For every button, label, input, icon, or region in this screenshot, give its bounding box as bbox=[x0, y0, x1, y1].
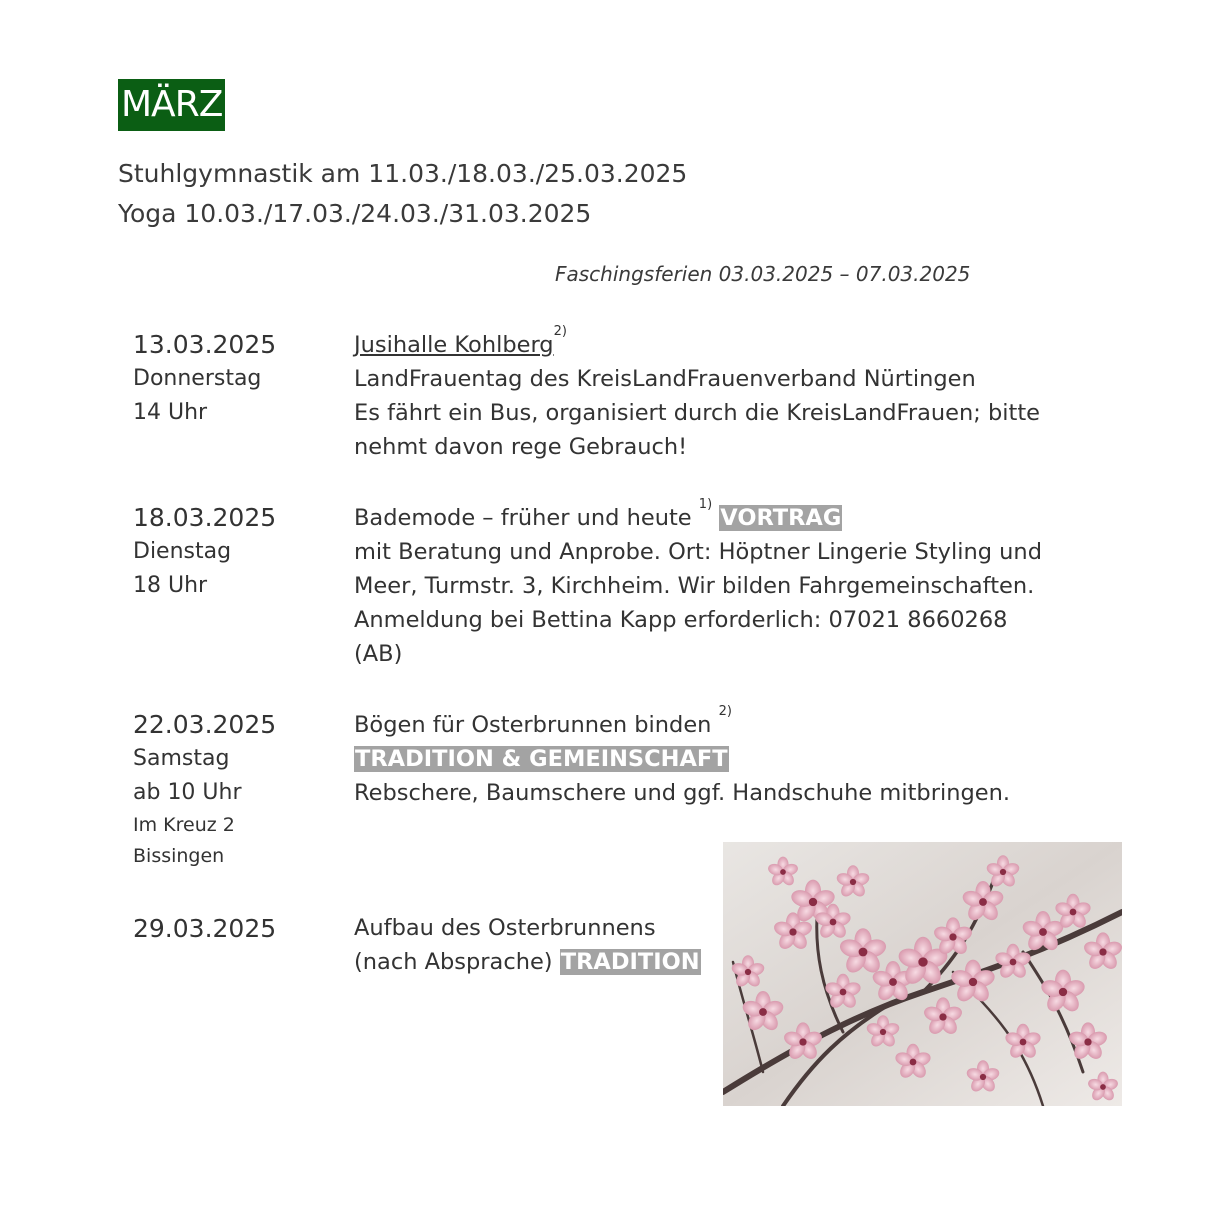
event-title: Aufbau des Osterbrunnens bbox=[354, 915, 656, 941]
event-time: 14 Uhr bbox=[133, 400, 208, 425]
event-title-line bbox=[354, 497, 1042, 535]
event-text-line: Meer, Turmstr. 3, Kirchheim. Wir bilden Fahrgemeinschaften. bbox=[354, 573, 1035, 599]
cherry-blossom-photo bbox=[723, 842, 1122, 1106]
event-address-town: Bissingen bbox=[133, 845, 225, 867]
event-text-line: Rebschere, Baumschere und ggf. Handschuhe mitbringen. bbox=[354, 780, 1010, 806]
event-1-meta bbox=[133, 328, 276, 430]
event-3-details bbox=[354, 704, 1010, 810]
category-tag-vortrag: VORTRAG bbox=[720, 505, 842, 531]
event-3-meta bbox=[133, 708, 276, 872]
event-date: 18.03.2025 bbox=[133, 503, 277, 532]
event-time: 18 Uhr bbox=[133, 573, 208, 598]
course-line-yoga: Yoga 10.03./17.03./24.03./31.03.2025 bbox=[118, 199, 592, 228]
event-tag-line bbox=[354, 742, 1010, 776]
event-2-meta bbox=[133, 501, 276, 603]
event-4-details bbox=[354, 911, 701, 979]
event-place-line bbox=[354, 324, 1040, 362]
event-weekday: Dienstag bbox=[133, 539, 232, 564]
event-footnote-ref: 2) bbox=[553, 324, 567, 339]
category-tag-tradition: TRADITION bbox=[560, 949, 700, 975]
holiday-note: Faschingsferien 03.03.2025 – 07.03.2025 bbox=[555, 262, 971, 286]
event-text-line: nehmt davon rege Gebrauch! bbox=[354, 434, 688, 460]
event-footnote-ref: 2) bbox=[718, 704, 732, 719]
event-footnote-ref: 1) bbox=[698, 497, 713, 512]
category-tag-tradition-gemeinschaft: TRADITION & GEMEINSCHAFT bbox=[355, 746, 728, 772]
event-address-street: Im Kreuz 2 bbox=[133, 814, 235, 836]
event-title-line bbox=[354, 704, 1010, 742]
month-heading: MÄRZ bbox=[118, 79, 225, 131]
event-1-details bbox=[354, 324, 1041, 464]
event-weekday: Samstag bbox=[133, 746, 230, 771]
course-line-chair-gym: Stuhlgymnastik am 11.03./18.03./25.03.2025 bbox=[118, 159, 688, 188]
event-place: Jusihalle Kohlberg bbox=[354, 332, 554, 358]
event-text-line: Es fährt ein Bus, organisiert durch die KreisLandFrauen; bitte bbox=[354, 400, 1041, 426]
event-text-line: (AB) bbox=[354, 641, 403, 667]
event-note: (nach Absprache) bbox=[354, 949, 560, 975]
event-time: ab 10 Uhr bbox=[133, 780, 242, 805]
event-date: 22.03.2025 bbox=[133, 710, 277, 739]
event-text-line: Anmeldung bei Bettina Kapp erforderlich: 07021 8660268 bbox=[354, 607, 1008, 633]
event-title: Bögen für Osterbrunnen binden bbox=[354, 712, 719, 738]
event-title: Bademode – früher und heute bbox=[354, 505, 699, 531]
event-4-meta bbox=[133, 912, 276, 946]
event-date: 29.03.2025 bbox=[133, 914, 277, 943]
event-text-line: LandFrauentag des KreisLandFrauenverband Nürtingen bbox=[354, 366, 976, 392]
event-weekday: Donnerstag bbox=[133, 366, 262, 391]
event-text-line: mit Beratung und Anprobe. Ort: Höptner Lingerie Styling und bbox=[354, 539, 1042, 565]
event-2-details bbox=[354, 497, 1042, 671]
event-tag-line bbox=[354, 945, 701, 979]
event-date: 13.03.2025 bbox=[133, 330, 277, 359]
